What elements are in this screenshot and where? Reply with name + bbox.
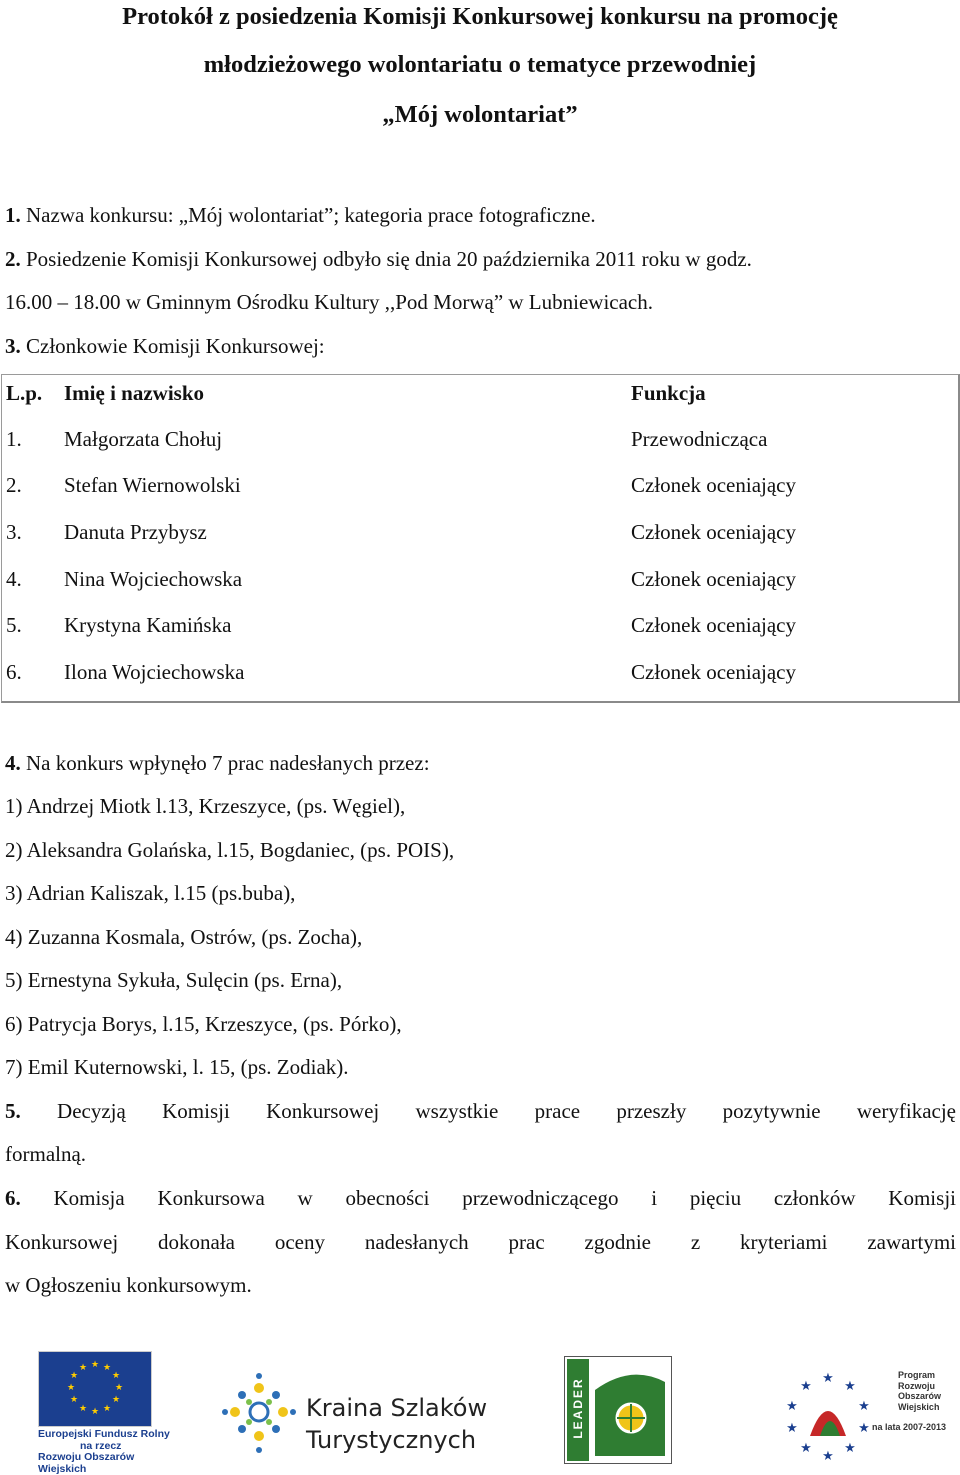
row-function: Członek oceniający — [631, 473, 797, 497]
prow-logo — [780, 1366, 956, 1462]
row-function: Członek oceniający — [631, 660, 797, 684]
row-name: Małgorzata Chołuj — [64, 427, 223, 451]
section-number: 3. — [5, 334, 21, 358]
svg-text:★: ★ — [800, 1441, 812, 1456]
committee-table — [1, 374, 960, 703]
row-lp: 4. — [6, 567, 22, 591]
svg-text:★: ★ — [114, 1383, 124, 1393]
svg-text:★: ★ — [90, 1360, 100, 1370]
list-item: 2) Aleksandra Golańska, l.15, Bogdaniec, (ps. POIS), — [5, 838, 455, 862]
leader-text: LEADER — [571, 1377, 585, 1439]
svg-text:★: ★ — [822, 1371, 834, 1386]
row-name: Danuta Przybysz — [64, 520, 207, 544]
row-lp: 5. — [6, 613, 22, 637]
list-item: 7) Emil Kuternowski, l. 15, (ps. Zodiak). — [5, 1055, 349, 1079]
footer-logos — [0, 1340, 960, 1475]
section-text: Posiedzenie Komisji Konkursowej odbyło się dnia 20 października 2011 roku w godz. — [20, 247, 752, 271]
row-function: Członek oceniający — [631, 567, 797, 591]
table-row — [2, 470, 958, 500]
svg-text:★: ★ — [858, 1399, 870, 1414]
eu-logo — [38, 1351, 184, 1475]
svg-text:★: ★ — [69, 1371, 79, 1381]
kraina-logo-line-2: Turystycznych — [306, 1426, 477, 1454]
row-lp: 1. — [6, 427, 22, 451]
section-6-line-3: w Ogłoszeniu konkursowym. — [5, 1273, 252, 1297]
header-lp: L.p. — [6, 381, 43, 405]
svg-text:★: ★ — [111, 1371, 121, 1381]
prow-line-4: Wiejskich — [898, 1401, 940, 1412]
list-item: 4) Zuzanna Kosmala, Ostrów, (ps. Zocha), — [5, 925, 363, 949]
eu-logo-line-2: na rzecz — [80, 1439, 122, 1452]
section-text: Decyzją Komisji Konkursowej wszystkie prace przeszły pozytywnie weryfikację — [20, 1099, 956, 1123]
row-function: Przewodnicząca — [631, 427, 768, 451]
section-text: Komisja Konkursowa w obecności przewodniczącego i pięciu członków Komisji — [20, 1186, 956, 1210]
section-number: 6. — [5, 1186, 21, 1210]
leader-emblem-icon — [591, 1360, 669, 1460]
document-title-line-3: „Mój wolontariat” — [382, 101, 578, 128]
prow-line-3: Obszarów — [898, 1391, 942, 1401]
list-item: 1) Andrzej Miotk l.13, Krzeszyce, (ps. Węgiel), — [5, 794, 406, 818]
leader-logo — [564, 1356, 672, 1464]
table-row — [2, 424, 958, 454]
table-row — [2, 610, 958, 640]
table-row — [2, 657, 958, 687]
section-number: 2. — [5, 247, 21, 271]
svg-text:★: ★ — [786, 1399, 798, 1414]
row-name: Krystyna Kamińska — [64, 613, 232, 637]
eu-logo-line-1: Europejski Fundusz Rolny — [38, 1428, 170, 1440]
prow-line-2: Rozwoju — [898, 1380, 935, 1391]
section-6-line-2: Konkursowej dokonała oceny nadesłanych prac zgodnie z kryteriami zawartymi — [5, 1230, 956, 1254]
section-number: 1. — [5, 203, 21, 227]
svg-text:★: ★ — [102, 1404, 112, 1414]
svg-text:★: ★ — [69, 1395, 79, 1405]
row-lp: 6. — [6, 660, 22, 684]
row-name: Stefan Wiernowolski — [64, 473, 241, 497]
prow-line-5: na lata 2007-2013 — [872, 1422, 947, 1432]
table-row — [2, 517, 958, 547]
section-5-line-1 — [5, 1098, 956, 1124]
prow-line-1: Program — [898, 1370, 936, 1380]
svg-text:★: ★ — [858, 1421, 870, 1436]
section-text: Nazwa konkursu: „Mój wolontariat”; kategoria prace fotograficzne. — [20, 203, 596, 227]
svg-text:★: ★ — [800, 1379, 812, 1394]
row-function: Członek oceniający — [631, 520, 797, 544]
row-name: Ilona Wojciechowska — [64, 660, 245, 684]
header-function: Funkcja — [631, 381, 706, 405]
svg-text:★: ★ — [844, 1441, 856, 1456]
list-item: 5) Ernestyna Sykuła, Sulęcin (ps. Erna), — [5, 968, 343, 992]
svg-text:★: ★ — [844, 1379, 856, 1394]
section-text: Na konkurs wpłynęło 7 prac nadesłanych przez: — [20, 751, 430, 775]
svg-text:★: ★ — [822, 1449, 834, 1462]
section-1 — [5, 202, 596, 228]
section-2-line-2: 16.00 – 18.00 w Gminnym Ośrodku Kultury ,,Pod Morwą” w Lubniewicach. — [5, 290, 654, 314]
section-2-line-1 — [5, 246, 752, 272]
document-title-line-2: młodzieżowego wolontariatu o tematyce przewodniej — [203, 51, 757, 78]
document-title-line-1: Protokół z posiedzenia Komisji Konkursowej konkursu na promocję — [122, 3, 838, 30]
svg-text:★: ★ — [786, 1421, 798, 1436]
kraina-logo-line-1: Kraina Szlaków — [306, 1394, 488, 1422]
eu-flag-icon — [38, 1351, 152, 1427]
svg-text:★: ★ — [111, 1395, 121, 1405]
svg-text:★: ★ — [90, 1407, 100, 1417]
table-row — [2, 564, 958, 594]
row-lp: 3. — [6, 520, 22, 544]
kraina-logo — [222, 1372, 502, 1465]
svg-text:★: ★ — [102, 1363, 112, 1373]
list-item: 3) Adrian Kaliszak, l.15 (ps.buba), — [5, 881, 296, 905]
row-lp: 2. — [6, 473, 22, 497]
header-name: Imię i nazwisko — [64, 381, 205, 405]
svg-text:★: ★ — [78, 1363, 88, 1373]
svg-text:★: ★ — [66, 1383, 76, 1393]
section-text: Członkowie Komisji Konkursowej: — [20, 334, 325, 358]
kraina-sun-icon — [222, 1372, 296, 1460]
row-function: Członek oceniający — [631, 613, 797, 637]
svg-text:★: ★ — [78, 1404, 88, 1414]
section-5-line-2: formalną. — [5, 1142, 87, 1166]
eu-logo-line-3: Rozwoju Obszarów Wiejskich — [38, 1451, 135, 1475]
section-4-intro — [5, 750, 430, 776]
section-3 — [5, 333, 325, 359]
section-6-line-1 — [5, 1185, 956, 1211]
committee-header-row — [2, 378, 958, 408]
section-number: 4. — [5, 751, 21, 775]
row-name: Nina Wojciechowska — [64, 567, 243, 591]
section-number: 5. — [5, 1099, 21, 1123]
list-item: 6) Patrycja Borys, l.15, Krzeszyce, (ps. Pórko), — [5, 1012, 402, 1036]
prow-emblem-icon — [780, 1366, 876, 1462]
